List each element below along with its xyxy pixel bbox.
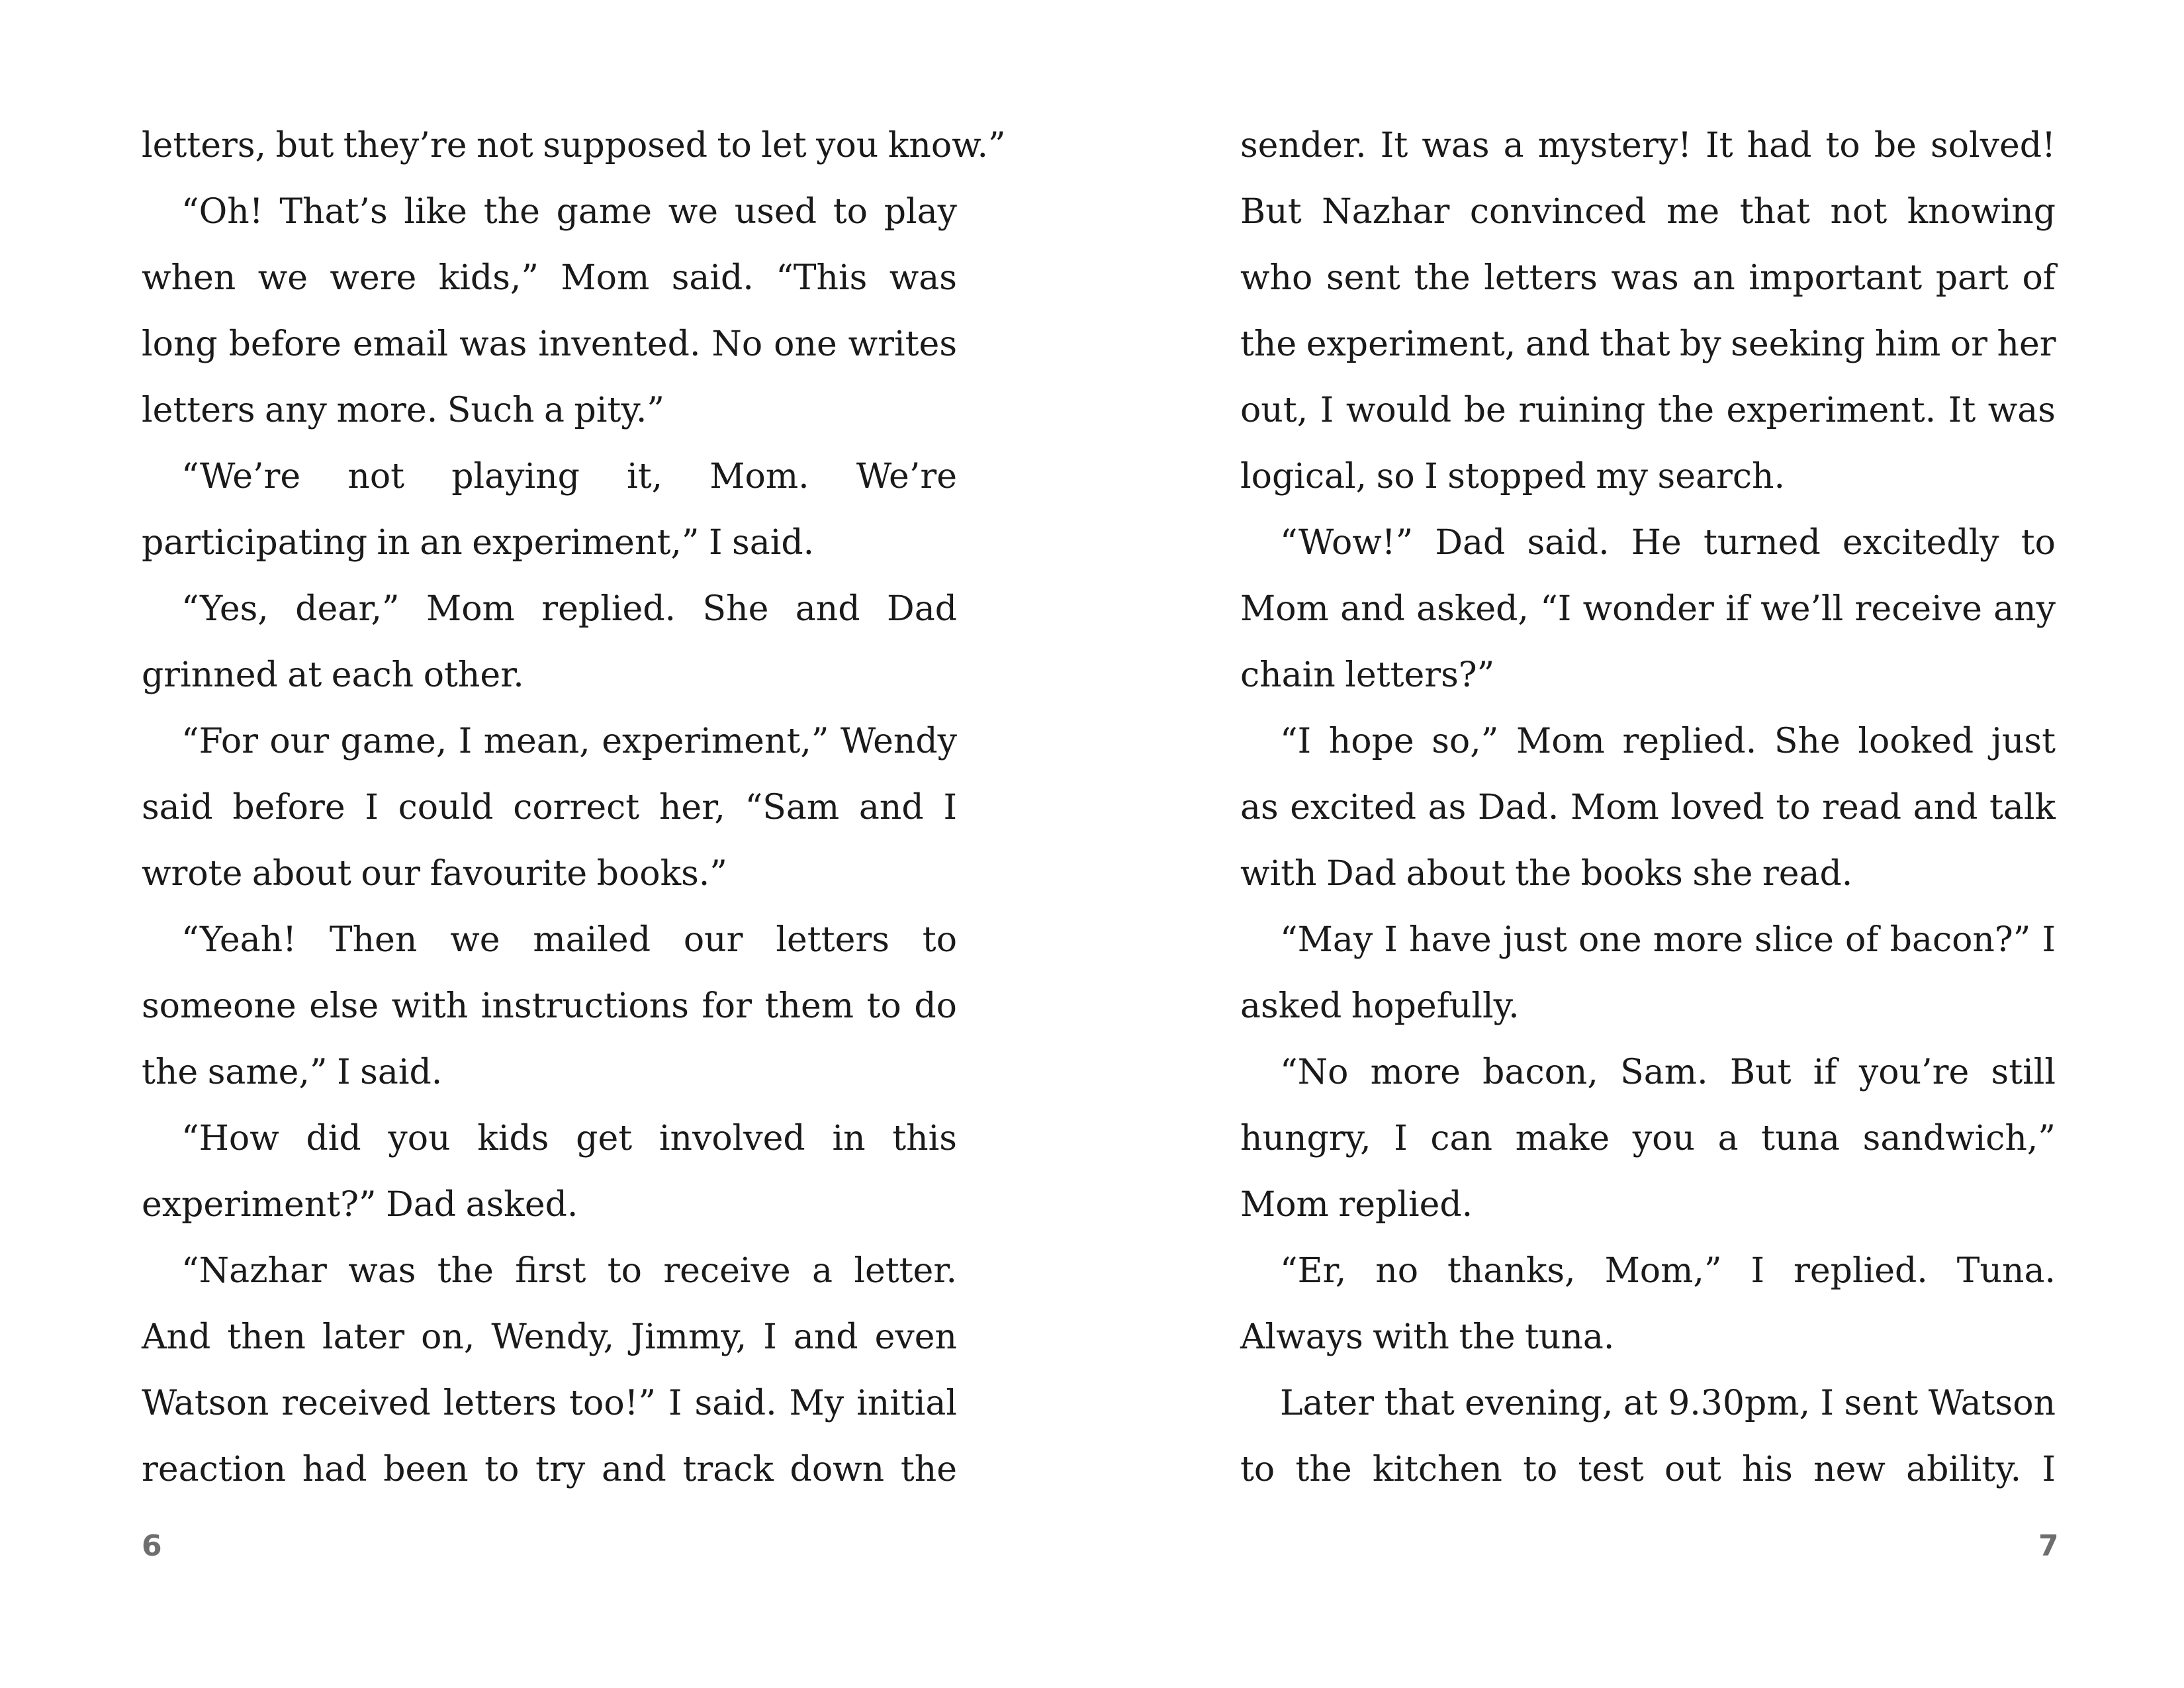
text-line: “Yes, dear,” Mom replied. She and Dad <box>181 589 957 629</box>
page-number-right: 7 <box>2038 1529 2059 1563</box>
page-number-left: 6 <box>142 1529 162 1563</box>
text-line: out, I would be ruining the experiment. It was <box>1240 391 2056 430</box>
text-line: letters any more. Such a pity.” <box>142 391 664 430</box>
text-line: Later that evening, at 9.30pm, I sent Watson <box>1280 1383 2056 1423</box>
text-line: who sent the letters was an important part of <box>1240 258 2056 298</box>
text-line: Always with the tuna. <box>1240 1317 1615 1357</box>
text-line: “No more bacon, Sam. But if you’re still <box>1280 1053 2056 1092</box>
text-line: long before email was invented. No one writes <box>142 324 957 364</box>
text-line: when we were kids,” Mom said. “This was <box>142 258 957 298</box>
text-line: “For our game, I mean, experiment,” Wendy <box>181 722 957 761</box>
text-line: “May I have just one more slice of bacon?” I <box>1280 920 2056 960</box>
text-line: hungry, I can make you a tuna sandwich,” <box>1240 1119 2056 1158</box>
text-line: “Wow!” Dad said. He turned excitedly to <box>1280 523 2056 563</box>
text-line: someone else with instructions for them to do <box>142 986 957 1026</box>
text-line: Mom and asked, “I wonder if we’ll receive any <box>1240 589 2056 629</box>
text-line: participating in an experiment,” I said. <box>142 523 815 563</box>
text-line: as excited as Dad. Mom loved to read and talk <box>1240 788 2056 827</box>
text-line: reaction had been to try and track down the <box>142 1450 957 1489</box>
text-line: asked hopefully. <box>1240 986 1520 1026</box>
text-line: said before I could correct her, “Sam and I <box>142 788 957 827</box>
text-line: And then later on, Wendy, Jimmy, I and even <box>142 1317 957 1357</box>
text-line: “How did you kids get involved in this <box>181 1119 957 1158</box>
text-line: “We’re not playing it, Mom. We’re <box>181 457 957 496</box>
text-line: Watson received letters too!” I said. My initial <box>142 1383 957 1423</box>
text-line: chain letters?” <box>1240 655 1495 695</box>
text-line: experiment?” Dad asked. <box>142 1185 578 1225</box>
text-line: with Dad about the books she read. <box>1240 854 1853 894</box>
text-line: the experiment, and that by seeking him or her <box>1240 324 2056 364</box>
text-line: grinned at each other. <box>142 655 524 695</box>
text-line: sender. It was a mystery! It had to be solved! <box>1240 126 2056 165</box>
text-line: “Nazhar was the first to receive a letter. <box>181 1251 957 1291</box>
text-line: “Oh! That’s like the game we used to play <box>181 192 957 232</box>
text-line: “Yeah! Then we mailed our letters to <box>181 920 957 960</box>
text-line: letters, but they’re not supposed to let you know.” <box>142 126 1006 165</box>
text-line: “Er, no thanks, Mom,” I replied. Tuna. <box>1280 1251 2056 1291</box>
text-line: to the kitchen to test out his new ability. I <box>1240 1450 2056 1489</box>
text-line: But Nazhar convinced me that not knowing <box>1240 192 2056 232</box>
text-line: Mom replied. <box>1240 1185 1473 1225</box>
text-line: wrote about our favourite books.” <box>142 854 727 894</box>
text-line: the same,” I said. <box>142 1053 443 1092</box>
text-line: “I hope so,” Mom replied. She looked just <box>1280 722 2056 761</box>
text-line: logical, so I stopped my search. <box>1240 457 1785 496</box>
